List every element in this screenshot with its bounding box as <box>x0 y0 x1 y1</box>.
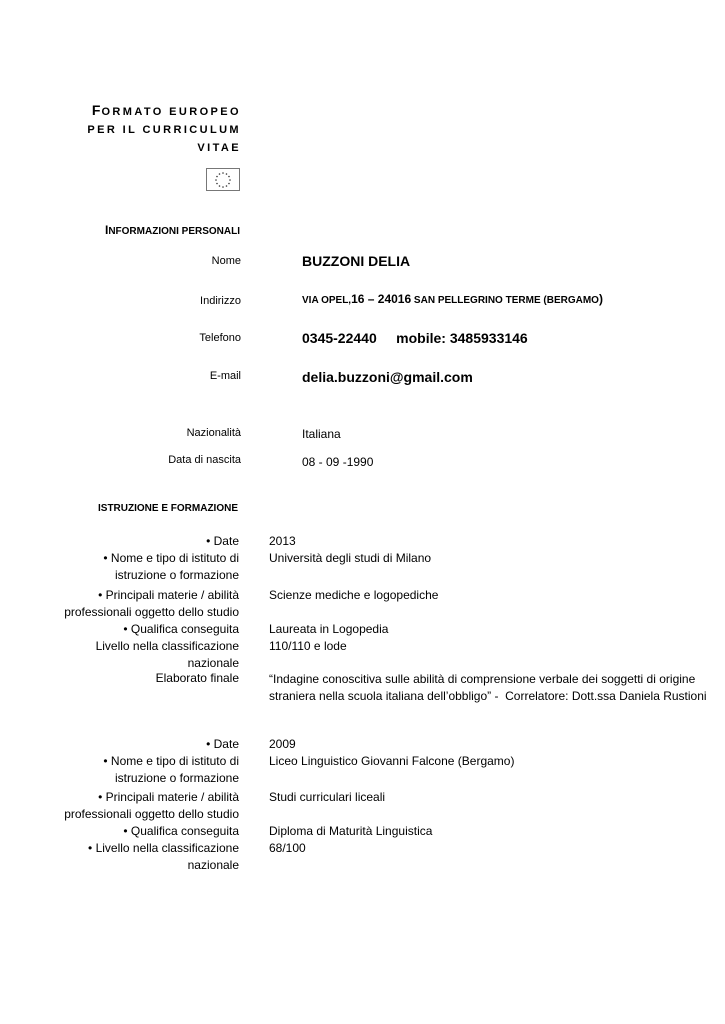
entry2-qualification-label: • Qualifica conseguita <box>123 824 239 838</box>
address-value: VIA OPEL,16 – 24016 SAN PELLEGRINO TERME (BERGAMO) <box>302 292 603 306</box>
entry1-thesis-label: Elaborato finale <box>155 671 239 685</box>
email-label: E-mail <box>209 370 241 382</box>
name-value: BUZZONI DELIA <box>302 253 411 269</box>
entry1-level-label: Livello nella classificazione nazionale <box>95 639 239 670</box>
birth-date-label: Data di nascita <box>168 454 241 466</box>
entry2-date-label: • Date <box>206 737 239 751</box>
entry1-institution-value: Università degli studi di Milano <box>269 551 432 565</box>
entry2-level-label: • Livello nella classificazione nazionale <box>88 841 239 872</box>
entry1-date-label: • Date <box>206 534 239 548</box>
nationality-label: Nazionalità <box>186 427 241 439</box>
birth-date-value: 08 - 09 -1990 <box>302 455 374 469</box>
nationality-value: Italiana <box>302 427 341 441</box>
eu-flag-icon <box>206 168 240 191</box>
entry2-level-value: 68/100 <box>269 841 306 855</box>
entry1-qualification-value: Laureata in Logopedia <box>269 622 389 636</box>
entry2-qualification-value: Diploma di Maturità Linguistica <box>269 824 433 838</box>
entry1-thesis-value: “Indagine conoscitiva sulle abilità di comprensione verbale dei soggetti di origine straniera nella scuola italiana dell’obbligo” - Correlatore: Dott.ssa Daniela Rustioni <box>269 672 707 703</box>
entry2-subjects-value: Studi curriculari liceali <box>269 790 386 804</box>
section-title-education: ISTRUZIONE E FORMAZIONE <box>98 503 238 514</box>
entry1-qualification-label: • Qualifica conseguita <box>123 622 239 636</box>
entry1-date-value: 2013 <box>269 534 296 548</box>
name-label: Nome <box>211 255 241 267</box>
email-value[interactable]: delia.buzzoni@gmail.com <box>302 369 473 385</box>
phone-value: 0345-22440 mobile: 3485933146 <box>302 330 528 346</box>
entry1-subjects-label: • Principali materie / abilità professionali oggetto dello studio <box>64 588 239 619</box>
entry2-subjects-label: • Principali materie / abilità professionali oggetto dello studio <box>64 790 239 821</box>
phone-label: Telefono <box>199 332 241 344</box>
entry1-institution-label: • Nome e tipo di istituto di istruzione o formazione <box>103 551 239 582</box>
entry1-subjects-value: Scienze mediche e logopediche <box>269 588 439 602</box>
cv-format-title: FORMATO EUROPEO PER IL CURRICULUM VITAE <box>87 102 241 154</box>
entry2-institution-label: • Nome e tipo di istituto di istruzione o formazione <box>103 754 239 785</box>
section-title-personal-info: INFORMAZIONI PERSONALI <box>104 223 240 237</box>
address-label: Indirizzo <box>200 295 241 307</box>
entry2-date-value: 2009 <box>269 737 296 751</box>
entry2-institution-value: Liceo Linguistico Giovanni Falcone (Bergamo) <box>269 754 515 768</box>
entry1-level-value: 110/110 e lode <box>269 639 347 653</box>
